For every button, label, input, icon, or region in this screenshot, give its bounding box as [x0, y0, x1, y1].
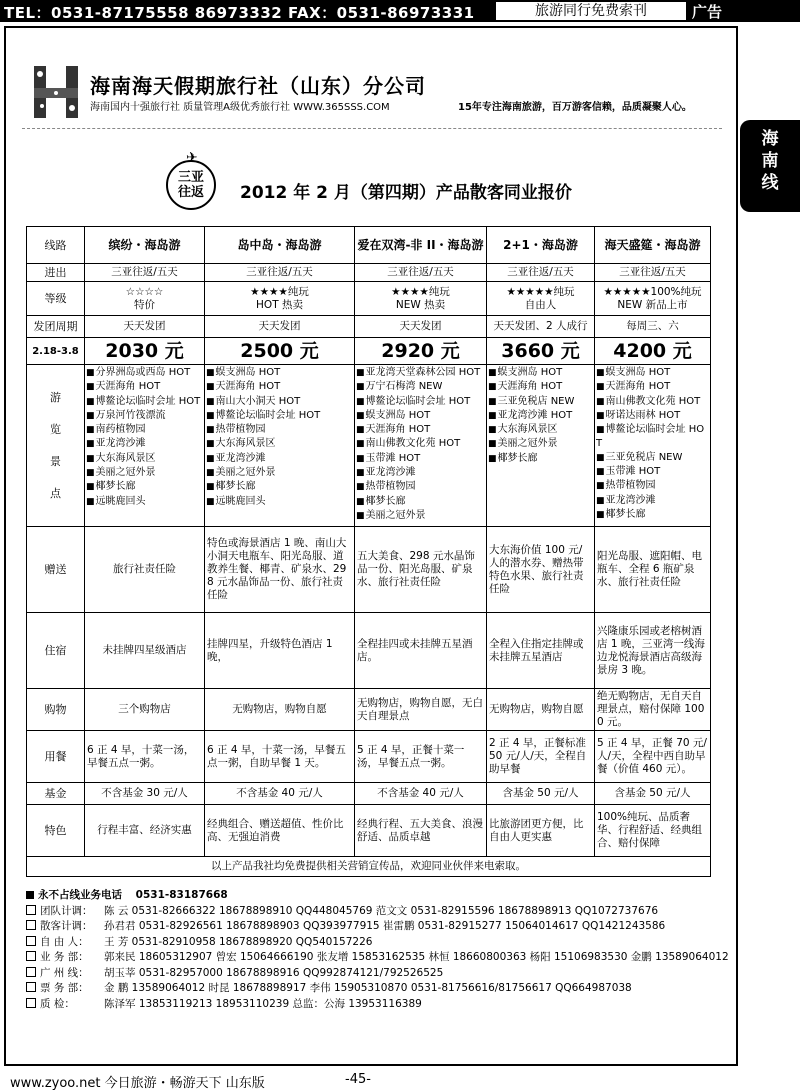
- row-label: 基金: [27, 783, 85, 805]
- spot-item: ■ 亚龙湾沙滩: [86, 437, 202, 451]
- row-label: [27, 365, 85, 527]
- grade-stars: ★★★★纯玩: [250, 285, 309, 298]
- checkbox-square-icon: [26, 920, 36, 930]
- table-cell: 不含基金 30 元/人: [85, 783, 205, 805]
- row-label: 购物: [27, 689, 85, 731]
- table-cell: 不含基金 40 元/人: [205, 783, 355, 805]
- table-cell: [85, 282, 205, 316]
- grade-note: 自由人: [524, 298, 557, 311]
- spot-item: ■ 大东海风景区: [488, 423, 592, 437]
- row-label: 发团周期: [27, 316, 85, 338]
- spot-item: ■ 椰梦长廊: [596, 508, 708, 522]
- contact-headline: [26, 888, 726, 904]
- header-middle-title: 旅游同行免费索刊: [496, 2, 686, 20]
- spot-item: ■ 大东海风景区: [86, 452, 202, 466]
- table-cell: 5 正 4 早，正餐 70 元/人/天，全程中西自助早餐（价值 460 元）。: [595, 731, 711, 783]
- route-name: 海天盛筵・海岛游: [595, 227, 711, 264]
- side-tab-char: 线: [761, 173, 779, 193]
- contact-row: [26, 904, 726, 920]
- grade-note: 特价: [134, 298, 155, 311]
- price-value: 2920 元: [355, 338, 487, 365]
- contact-dept: 自 由 人：: [40, 935, 89, 948]
- table-cell: 100%纯玩、品质奢华、行程舒适、经典组合、赔付保障: [595, 805, 711, 857]
- row-label: 住宿: [27, 613, 85, 689]
- table-cell: 五大美食、298 元水晶饰品一份、阳光岛服、矿泉水、旅行社责任险: [355, 527, 487, 613]
- table-cell: 绝无购物店，无自天自理景点，赔付保障 1000 元。: [595, 689, 711, 731]
- divider: [22, 128, 722, 129]
- spot-item: ■ 亚龙湾沙滩: [356, 466, 484, 480]
- spot-item: ■ 热带植物园: [356, 480, 484, 494]
- spot-item: ■ 椰梦长廊: [206, 480, 352, 494]
- spot-item: ■ 亚龙湾沙滩: [596, 494, 708, 508]
- airplane-icon: ✈: [186, 150, 198, 166]
- table-cell: 经典行程、五大美食、浪漫舒适、品质卓越: [355, 805, 487, 857]
- spot-item: ■ 天涯海角 HOT: [86, 380, 202, 394]
- spots-label: [50, 390, 62, 502]
- contact-row: [26, 919, 726, 935]
- table-row-shopping: [27, 689, 711, 731]
- row-label: 赠送: [27, 527, 85, 613]
- table-cell: 三亚往返/五天: [487, 264, 595, 282]
- side-tab-char: 海: [761, 129, 779, 149]
- spot-item: ■ 南山佛教文化苑 HOT: [356, 437, 484, 451]
- table-cell: 6 正 4 早，十菜一汤，早餐五点一粥，自助早餐 1 天。: [205, 731, 355, 783]
- spot-item: ■ 天涯海角 HOT: [596, 380, 708, 394]
- route-name: 爱在双湾-非 II・海岛游: [355, 227, 487, 264]
- spot-item: ■ 南山大小洞天 HOT: [206, 395, 352, 409]
- header-contact: TEL：0531-87175558 86973332 FAX：0531-86973331: [4, 4, 475, 22]
- route-name: 岛中岛・海岛游: [205, 227, 355, 264]
- spot-item: ■ 蜈支洲岛 HOT: [206, 366, 352, 380]
- spot-item: ■ 亚龙湾天堂森林公园 HOT: [356, 366, 484, 380]
- spots-list: [205, 365, 355, 527]
- spot-item: ■ 蜈支洲岛 HOT: [596, 366, 708, 380]
- table-cell: 全程入住指定挂牌或未挂牌五星酒店: [487, 613, 595, 689]
- table-cell: 不含基金 40 元/人: [355, 783, 487, 805]
- spot-item: ■ 亚龙湾沙滩 HOT: [488, 409, 592, 423]
- table-cell: 天天发团: [85, 316, 205, 338]
- headline-label: 永不占线业务电话: [38, 889, 122, 901]
- contact-row: [26, 935, 726, 951]
- contact-details: 陈 云 0531-82666322 18678898910 QQ448045769 范文文 0531-82915596 18678898913 QQ1072737676: [104, 904, 659, 917]
- spots-label-char: 点: [50, 486, 61, 500]
- grade-stars: ★★★★★纯玩: [506, 285, 575, 298]
- spot-item: ■ 三亚免税店 NEW: [488, 395, 592, 409]
- spots-list: [595, 365, 711, 527]
- checkbox-square-icon: [26, 951, 36, 961]
- spots-label-char: 景: [50, 454, 61, 468]
- badge-line: 往返: [177, 185, 204, 200]
- table-row-inout: [27, 264, 711, 282]
- table-cell: [205, 282, 355, 316]
- contact-list: [26, 888, 729, 1012]
- table-cell: 三亚往返/五天: [355, 264, 487, 282]
- table-cell: 大东海价值 100 元/人的潜水券、赠热带特色水果、旅行社责任险: [487, 527, 595, 613]
- spot-item: ■ 热带植物园: [206, 423, 352, 437]
- spot-item: ■ 万泉河竹筏漂流: [86, 409, 202, 423]
- price-value: 3660 元: [487, 338, 595, 365]
- spots-list: [355, 365, 487, 527]
- company-slogan: 15年专注海南旅游，百万游客信赖，品质凝聚人心。: [458, 102, 692, 113]
- spot-item: ■ 美丽之冠外景: [206, 466, 352, 480]
- checkbox-square-icon: [26, 905, 36, 915]
- contact-dept: 团队计调：: [40, 904, 93, 917]
- table-cell: 特色或海景酒店 1 晚、南山大小洞天电瓶车、阳光岛服、道教养生餐、椰青、矿泉水、298 元水晶饰品一份、旅行社责任险: [205, 527, 355, 613]
- checkbox-square-icon: [26, 967, 36, 977]
- spot-item: ■ 椰梦长廊: [356, 495, 484, 509]
- price-period: 2.18-3.8: [27, 338, 85, 365]
- spot-item: ■ 南山佛教文化苑 HOT: [596, 395, 708, 409]
- header-tag: 广告: [692, 3, 723, 21]
- grade-stars: ☆☆☆☆: [125, 285, 164, 298]
- spot-item: ■ 远眺鹿回头: [206, 495, 352, 509]
- contact-details: 陈泽军 13853119213 18953110239 总监：公海 13953116389: [104, 997, 422, 1010]
- sanya-roundtrip-badge: [166, 160, 216, 210]
- contact-dept: 质 检：: [40, 997, 75, 1010]
- side-tab-char: 南: [761, 151, 779, 171]
- spot-item: ■ 蜈支洲岛 HOT: [488, 366, 592, 380]
- checkbox-square-icon: [26, 936, 36, 946]
- table-row-meal: [27, 731, 711, 783]
- row-label: 线路: [27, 227, 85, 264]
- row-label: 用餐: [27, 731, 85, 783]
- spot-item: ■ 椰梦长廊: [86, 480, 202, 494]
- table-row-fund: [27, 783, 711, 805]
- route-name: 缤纷・海岛游: [85, 227, 205, 264]
- top-header-bar: [0, 0, 800, 22]
- grade-note: NEW 新品上市: [617, 298, 688, 311]
- table-cell: [595, 282, 711, 316]
- spot-item: ■ 蜈支洲岛 HOT: [356, 409, 484, 423]
- table-cell: 天天发团: [205, 316, 355, 338]
- spot-item: ■ 美丽之冠外景: [86, 466, 202, 480]
- contact-row: [26, 966, 726, 982]
- spot-item: ■ 亚龙湾沙滩: [206, 452, 352, 466]
- table-row-grade: [27, 282, 711, 316]
- contact-details: 王 芳 0531-82910958 18678898920 QQ540157226: [104, 935, 373, 948]
- table-row-stay: [27, 613, 711, 689]
- table-cell: 三亚往返/五天: [85, 264, 205, 282]
- report-title: 2012 年 2 月（第四期）产品散客同业报价: [240, 183, 572, 203]
- spot-item: ■ 博鳌论坛临时会址 HOT: [206, 409, 352, 423]
- row-label: 等级: [27, 282, 85, 316]
- table-cell: 旅行社责任险: [85, 527, 205, 613]
- contact-row: [26, 981, 726, 997]
- route-name: 2+1・海岛游: [487, 227, 595, 264]
- contact-row: [26, 997, 726, 1013]
- contact-dept: 散客计调：: [40, 920, 93, 932]
- page-number: -45-: [345, 1072, 371, 1087]
- badge-line: 三亚: [177, 170, 204, 185]
- grade-note: HOT 热卖: [256, 298, 303, 311]
- table-cell: 天天发团、2 人成行: [487, 316, 595, 338]
- table-row-price: [27, 338, 711, 365]
- table-row-spots: [27, 365, 711, 527]
- table-row-schedule: [27, 316, 711, 338]
- spots-label-char: 览: [50, 422, 61, 436]
- spots-list: [85, 365, 205, 527]
- table-footnote: 以上产品我社均免费提供相关营销宣传品，欢迎同业伙伴来电索取。: [27, 857, 711, 877]
- table-cell: 比旅游团更方便，比自由人更实惠: [487, 805, 595, 857]
- spot-item: ■ 天涯海角 HOT: [206, 380, 352, 394]
- spots-list: [487, 365, 595, 527]
- price-table: [26, 226, 711, 877]
- spot-item: ■ 远眺鹿回头: [86, 495, 202, 509]
- table-cell: 无购物店，购物自愿: [487, 689, 595, 731]
- contact-details: 孙君君 0531-82926561 18678898903 QQ393977915 崔雷鹏 0531-82915277 15064014617 QQ1421243586: [104, 920, 666, 932]
- spot-item: ■ 万宁石梅湾 NEW: [356, 380, 484, 394]
- table-cell: 三亚往返/五天: [595, 264, 711, 282]
- table-cell: 经典组合、赠送超值、性价比高、无强迫消费: [205, 805, 355, 857]
- table-cell: 无购物店，购物自愿: [205, 689, 355, 731]
- spot-item: ■ 美丽之冠外景: [488, 437, 592, 451]
- spot-item: ■ 博鳌论坛临时会址 HOT: [86, 395, 202, 409]
- spot-item: ■ 玉带滩 HOT: [356, 452, 484, 466]
- spot-item: ■ 分界洲岛或西岛 HOT: [86, 366, 202, 380]
- spot-item: ■ 热带植物园: [596, 479, 708, 493]
- table-row-footnote: [27, 857, 711, 877]
- table-row-gift: [27, 527, 711, 613]
- table-cell: [355, 282, 487, 316]
- table-cell: [487, 282, 595, 316]
- table-cell: 三亚往返/五天: [205, 264, 355, 282]
- table-cell: 未挂牌四星级酒店: [85, 613, 205, 689]
- contact-dept: 票 务 部：: [40, 982, 89, 994]
- company-logo-icon: [32, 62, 80, 122]
- grade-stars: ★★★★纯玩: [391, 285, 450, 298]
- company-subtitle: 海南国内十强旅行社 质量管理A级优秀旅行社 WWW.365SSS.COM: [90, 102, 390, 113]
- spots-label-char: 游: [50, 390, 61, 404]
- table-cell: 6 正 4 早，十菜一汤，早餐五点一粥。: [85, 731, 205, 783]
- table-cell: 天天发团: [355, 316, 487, 338]
- checkbox-square-icon: [26, 998, 36, 1008]
- table-cell: 5 正 4 早，正餐十菜一汤，早餐五点一粥。: [355, 731, 487, 783]
- spot-item: ■ 博鳌论坛临时会址 HOT: [356, 395, 484, 409]
- table-cell: 含基金 50 元/人: [487, 783, 595, 805]
- grade-stars: ★★★★★100%纯玩: [603, 285, 702, 298]
- row-label: 特色: [27, 805, 85, 857]
- table-cell: 三个购物店: [85, 689, 205, 731]
- table-cell: 全程挂四或未挂牌五星酒店。: [355, 613, 487, 689]
- company-name: 海南海天假期旅行社（山东）分公司: [90, 74, 426, 98]
- price-value: 2030 元: [85, 338, 205, 365]
- spot-item: ■ 天涯海角 HOT: [356, 423, 484, 437]
- spot-item: ■ 南药植物园: [86, 423, 202, 437]
- spot-item: ■ 呀诺达雨林 HOT: [596, 409, 708, 423]
- table-cell: 无购物店，购物自愿，无白天自理景点: [355, 689, 487, 731]
- row-label: 进出: [27, 264, 85, 282]
- table-cell: 2 正 4 早，正餐标准 50 元/人/天，全程自助早餐: [487, 731, 595, 783]
- spot-item: ■ 天涯海角 HOT: [488, 380, 592, 394]
- table-cell: 行程丰富、经济实惠: [85, 805, 205, 857]
- table-row-route: [27, 227, 711, 264]
- table-cell: 阳光岛服、遮阳帽、电瓶车、全程 6 瓶矿泉水、旅行社责任险: [595, 527, 711, 613]
- spot-item: ■ 大东海风景区: [206, 437, 352, 451]
- headline-phone: 0531-83187668: [135, 889, 228, 901]
- price-value: 2500 元: [205, 338, 355, 365]
- contact-row: [26, 950, 729, 966]
- table-cell: 兴隆康乐园或老榕树酒店 1 晚，三亚湾一线海边龙悦海景酒店高级海景房 3 晚。: [595, 613, 711, 689]
- table-cell: 每周三、六: [595, 316, 711, 338]
- contact-dept: 广 州 线：: [40, 966, 89, 979]
- spot-item: ■ 椰梦长廊: [488, 452, 592, 466]
- grade-note: NEW 热卖: [395, 298, 446, 311]
- side-tab: [740, 120, 800, 212]
- table-cell: 挂牌四星，升级特色酒店 1 晚，: [205, 613, 355, 689]
- contact-details: 郭来民 18605312907 曾宏 15064666190 张友增 15853162535 林恒 18660800363 杨阳 15106983530 金鹏 13589064012: [104, 951, 729, 963]
- table-cell: 含基金 50 元/人: [595, 783, 711, 805]
- contact-details: 金 鹏 13589064012 时昆 18678898917 李伟 15905310870 0531-81756616/81756617 QQ664987038: [104, 982, 632, 994]
- checkbox-square-icon: [26, 982, 36, 992]
- spot-item: ■ 美丽之冠外景: [356, 509, 484, 523]
- table-row-feature: [27, 805, 711, 857]
- footer-site: www.zyoo.net 今日旅游・畅游天下 山东版: [10, 1076, 265, 1091]
- contact-dept: 业 务 部：: [40, 951, 89, 963]
- spot-item: ■ 玉带滩 HOT: [596, 465, 708, 479]
- contact-details: 胡玉莘 0531-82957000 18678898916 QQ992874121/792526525: [104, 966, 444, 979]
- spot-item: ■ 三亚免税店 NEW: [596, 451, 708, 465]
- spot-item: ■ 博鳌论坛临时会址 HOT: [596, 423, 708, 451]
- price-value: 4200 元: [595, 338, 711, 365]
- filled-square-icon: [26, 891, 34, 899]
